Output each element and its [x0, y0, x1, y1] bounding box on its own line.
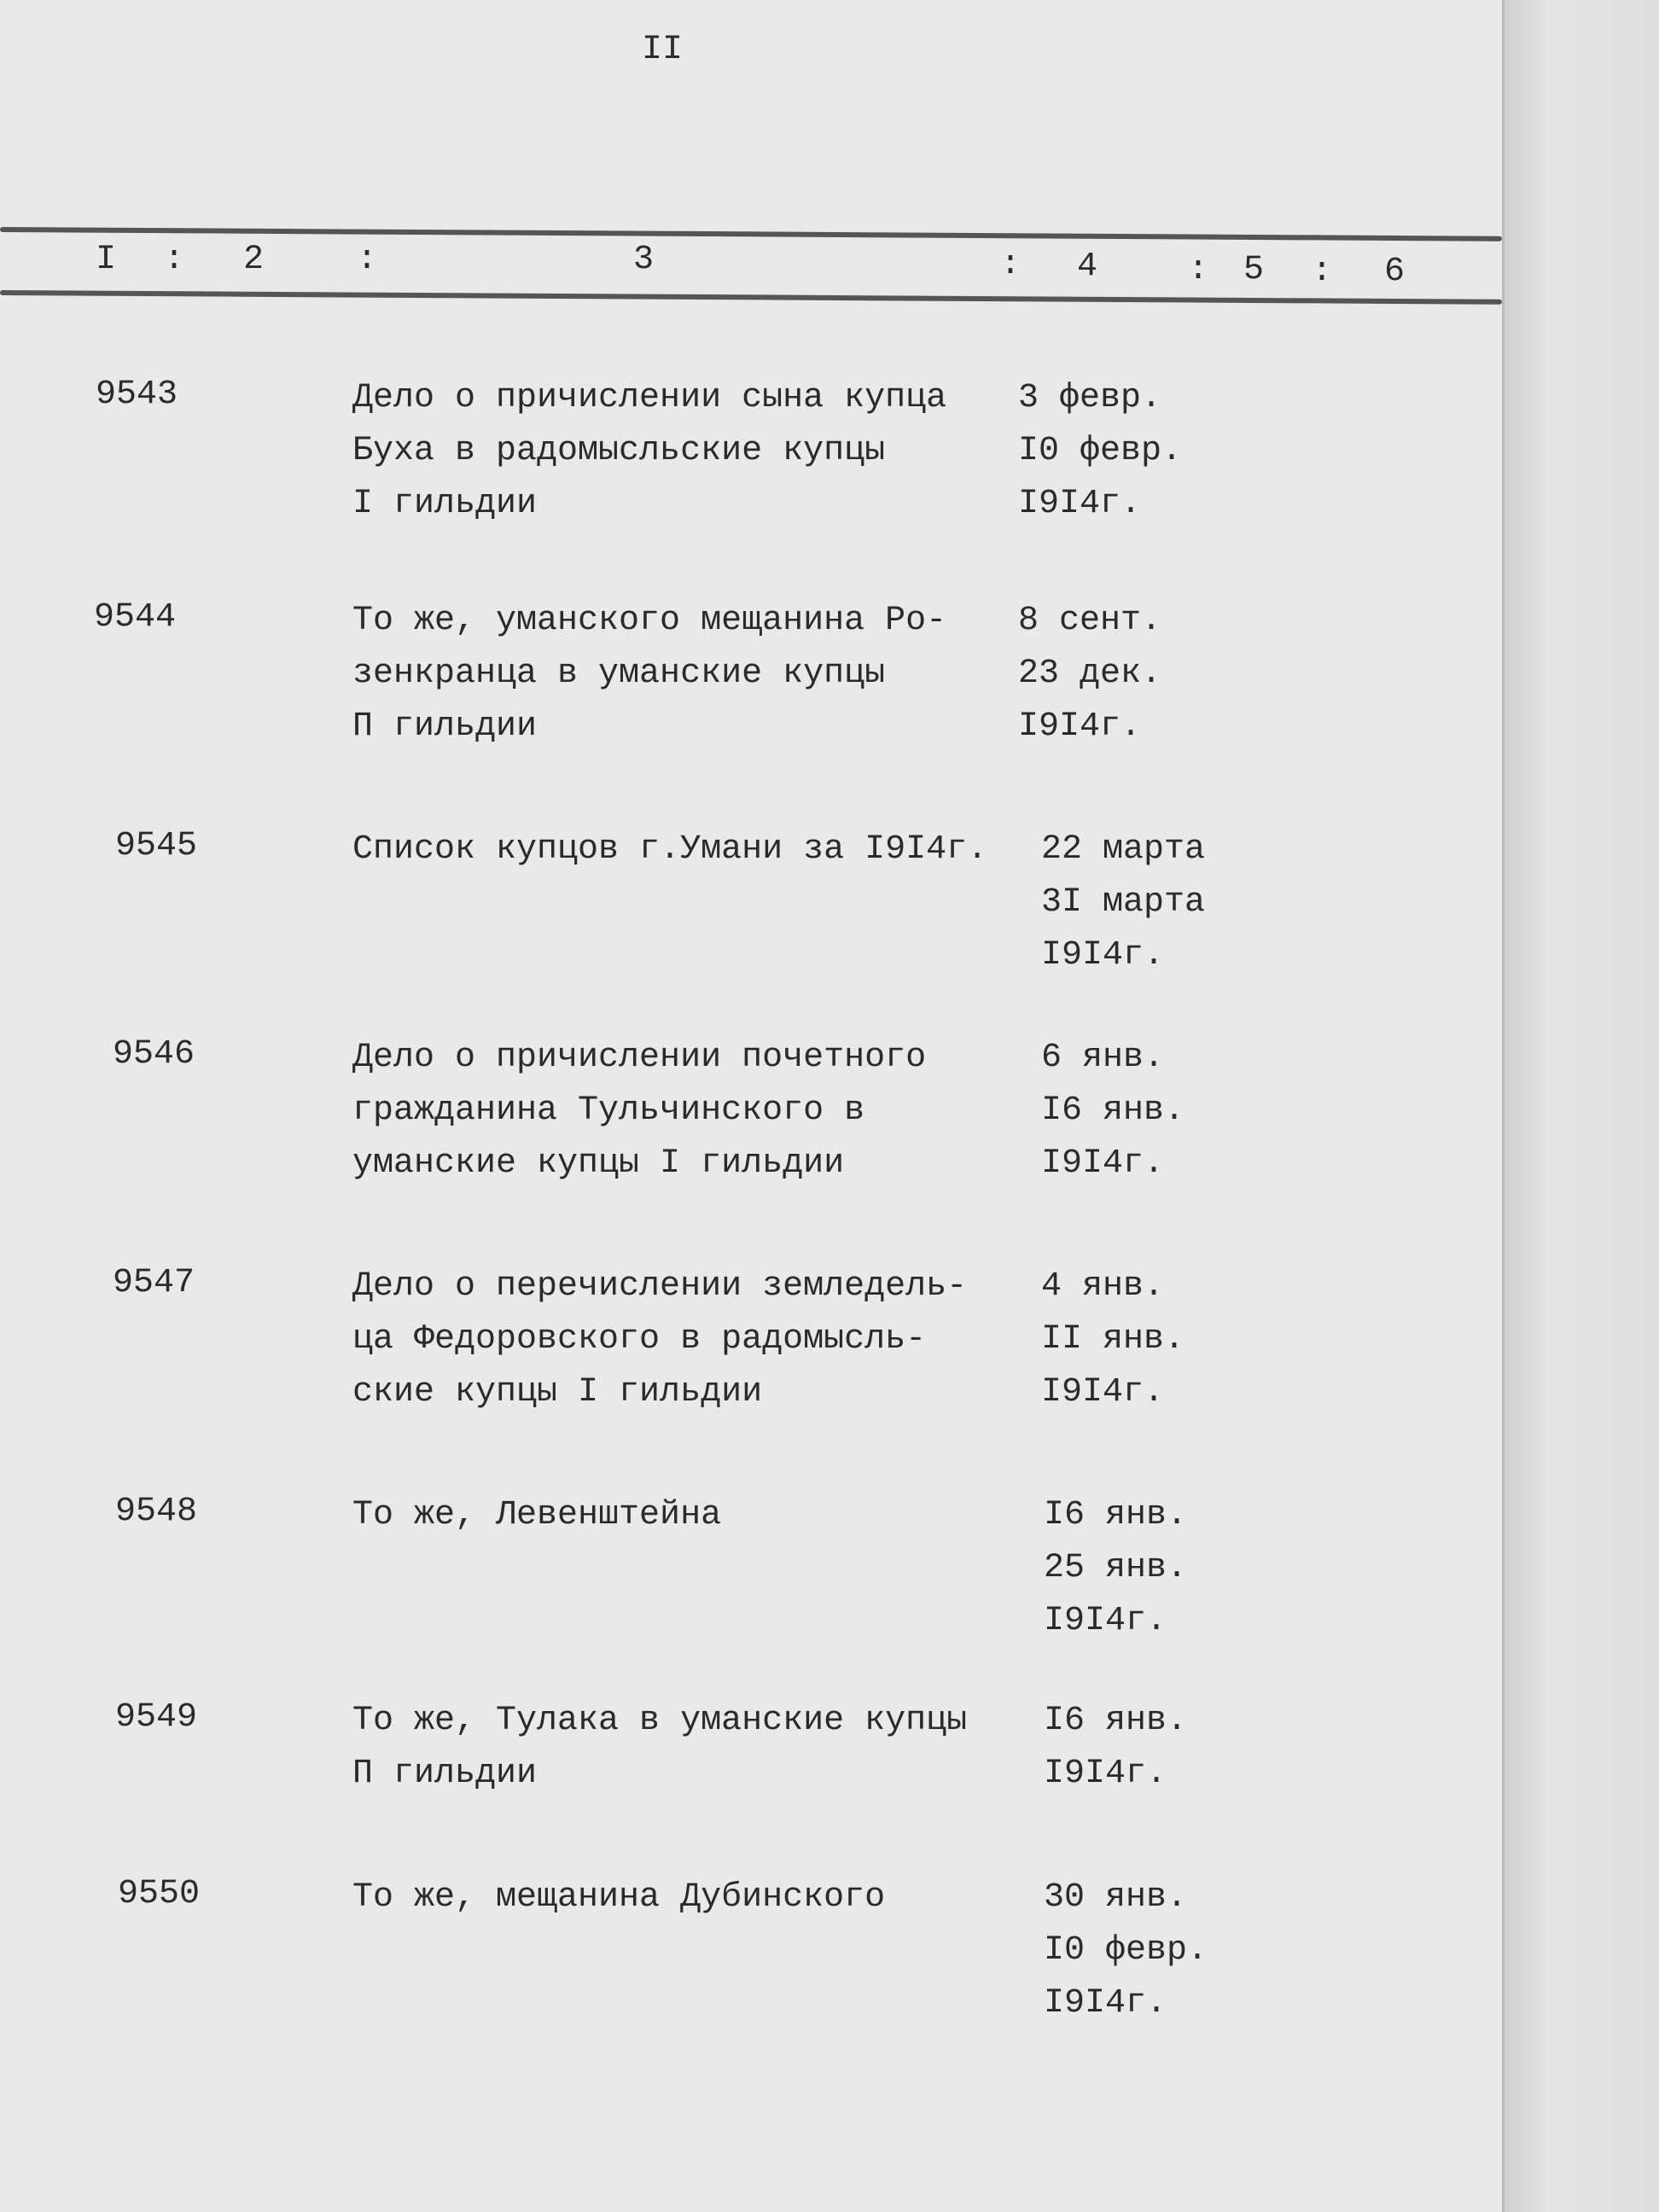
date-line: I0 февр. — [1044, 1931, 1208, 1970]
case-description — [352, 1871, 885, 1924]
date-line: 4 янв. — [1041, 1267, 1165, 1306]
date-line: 22 марта — [1041, 830, 1206, 869]
date-line: 3I марта — [1041, 883, 1206, 922]
case-description — [352, 595, 946, 754]
date-line: I9I4г. — [1044, 1984, 1167, 2023]
description-line: уманские купцы I гильдии — [352, 1144, 845, 1183]
case-number: 9549 — [115, 1698, 198, 1737]
description-line: I гильдии — [352, 485, 538, 523]
description-line: Дело о причислении сына купца — [352, 379, 947, 417]
page-edge — [1502, 0, 1505, 2212]
date-line: I9I4г. — [1018, 707, 1142, 746]
date-line: 6 янв. — [1041, 1039, 1165, 1077]
case-number: 9550 — [118, 1875, 201, 1913]
page-edge-background — [1502, 0, 1659, 2212]
column-separator: : — [1312, 253, 1333, 291]
date-line: 25 янв. — [1044, 1549, 1188, 1587]
case-description — [352, 1489, 721, 1542]
date-line: I9I4г. — [1044, 1602, 1167, 1640]
case-description — [352, 372, 946, 531]
case-number: 9548 — [115, 1493, 198, 1531]
page-number: II — [642, 31, 684, 69]
date-line: 3 февр. — [1018, 379, 1162, 417]
date-line: I6 янв. — [1041, 1091, 1185, 1130]
case-dates — [1018, 372, 1182, 531]
case-dates — [1041, 1260, 1185, 1419]
case-description — [352, 1695, 967, 1801]
description-line: То же, Левенштейна — [352, 1496, 722, 1534]
case-number: 9547 — [113, 1264, 195, 1302]
column-separator: : — [1000, 246, 1022, 284]
description-line: Дело о перечислении земледель- — [352, 1267, 968, 1306]
date-line: I6 янв. — [1044, 1496, 1188, 1534]
description-line: ские купцы I гильдии — [352, 1373, 763, 1412]
description-line: П гильдии — [352, 707, 538, 746]
column-separator: : — [164, 241, 185, 279]
description-line: То же, мещанина Дубинского — [352, 1878, 886, 1917]
case-dates — [1041, 1032, 1185, 1190]
description-line: ца Федоровского в радомысль- — [352, 1320, 927, 1359]
column-header-3: 3 — [633, 241, 655, 279]
case-number: 9546 — [113, 1035, 195, 1074]
case-description — [352, 1260, 967, 1419]
description-line: гражданина Тульчинского в — [352, 1091, 865, 1130]
column-header-4: 4 — [1077, 247, 1098, 286]
description-line: То же, Тулака в уманские купцы — [352, 1702, 968, 1740]
description-line: То же, уманского мещанина Ро- — [352, 602, 947, 640]
date-line: I9I4г. — [1018, 485, 1142, 523]
case-dates — [1041, 824, 1205, 982]
date-line: I6 янв. — [1044, 1702, 1188, 1740]
date-line: 30 янв. — [1044, 1878, 1188, 1917]
case-number: 9543 — [96, 375, 178, 414]
description-line: П гильдии — [352, 1755, 538, 1793]
column-header-5: 5 — [1243, 251, 1265, 289]
date-line: 23 дек. — [1018, 655, 1162, 693]
date-line: 8 сент. — [1018, 602, 1162, 640]
column-header-1: I — [96, 241, 117, 279]
date-line: I9I4г. — [1044, 1755, 1167, 1793]
description-line: Буха в радомысльские купцы — [352, 432, 886, 470]
column-separator: : — [1188, 251, 1209, 289]
case-number: 9545 — [115, 827, 198, 865]
date-line: I9I4г. — [1041, 936, 1165, 975]
case-number: 9544 — [94, 598, 177, 637]
case-description — [352, 1032, 926, 1190]
case-description — [352, 824, 987, 876]
description-line: Список купцов г.Умани за I9I4г. — [352, 830, 988, 869]
case-dates — [1018, 595, 1161, 754]
description-line: Дело о причислении почетного — [352, 1039, 927, 1077]
case-dates — [1044, 1871, 1208, 2030]
date-line: I0 февр. — [1018, 432, 1183, 470]
date-line: I9I4г. — [1041, 1144, 1165, 1183]
column-separator: : — [357, 241, 378, 279]
case-dates — [1044, 1695, 1187, 1801]
date-line: I9I4г. — [1041, 1373, 1165, 1412]
case-dates — [1044, 1489, 1187, 1648]
date-line: II янв. — [1041, 1320, 1185, 1359]
column-header-2: 2 — [243, 241, 265, 279]
description-line: зенкранца в уманские купцы — [352, 655, 886, 693]
column-header-6: 6 — [1384, 253, 1406, 291]
